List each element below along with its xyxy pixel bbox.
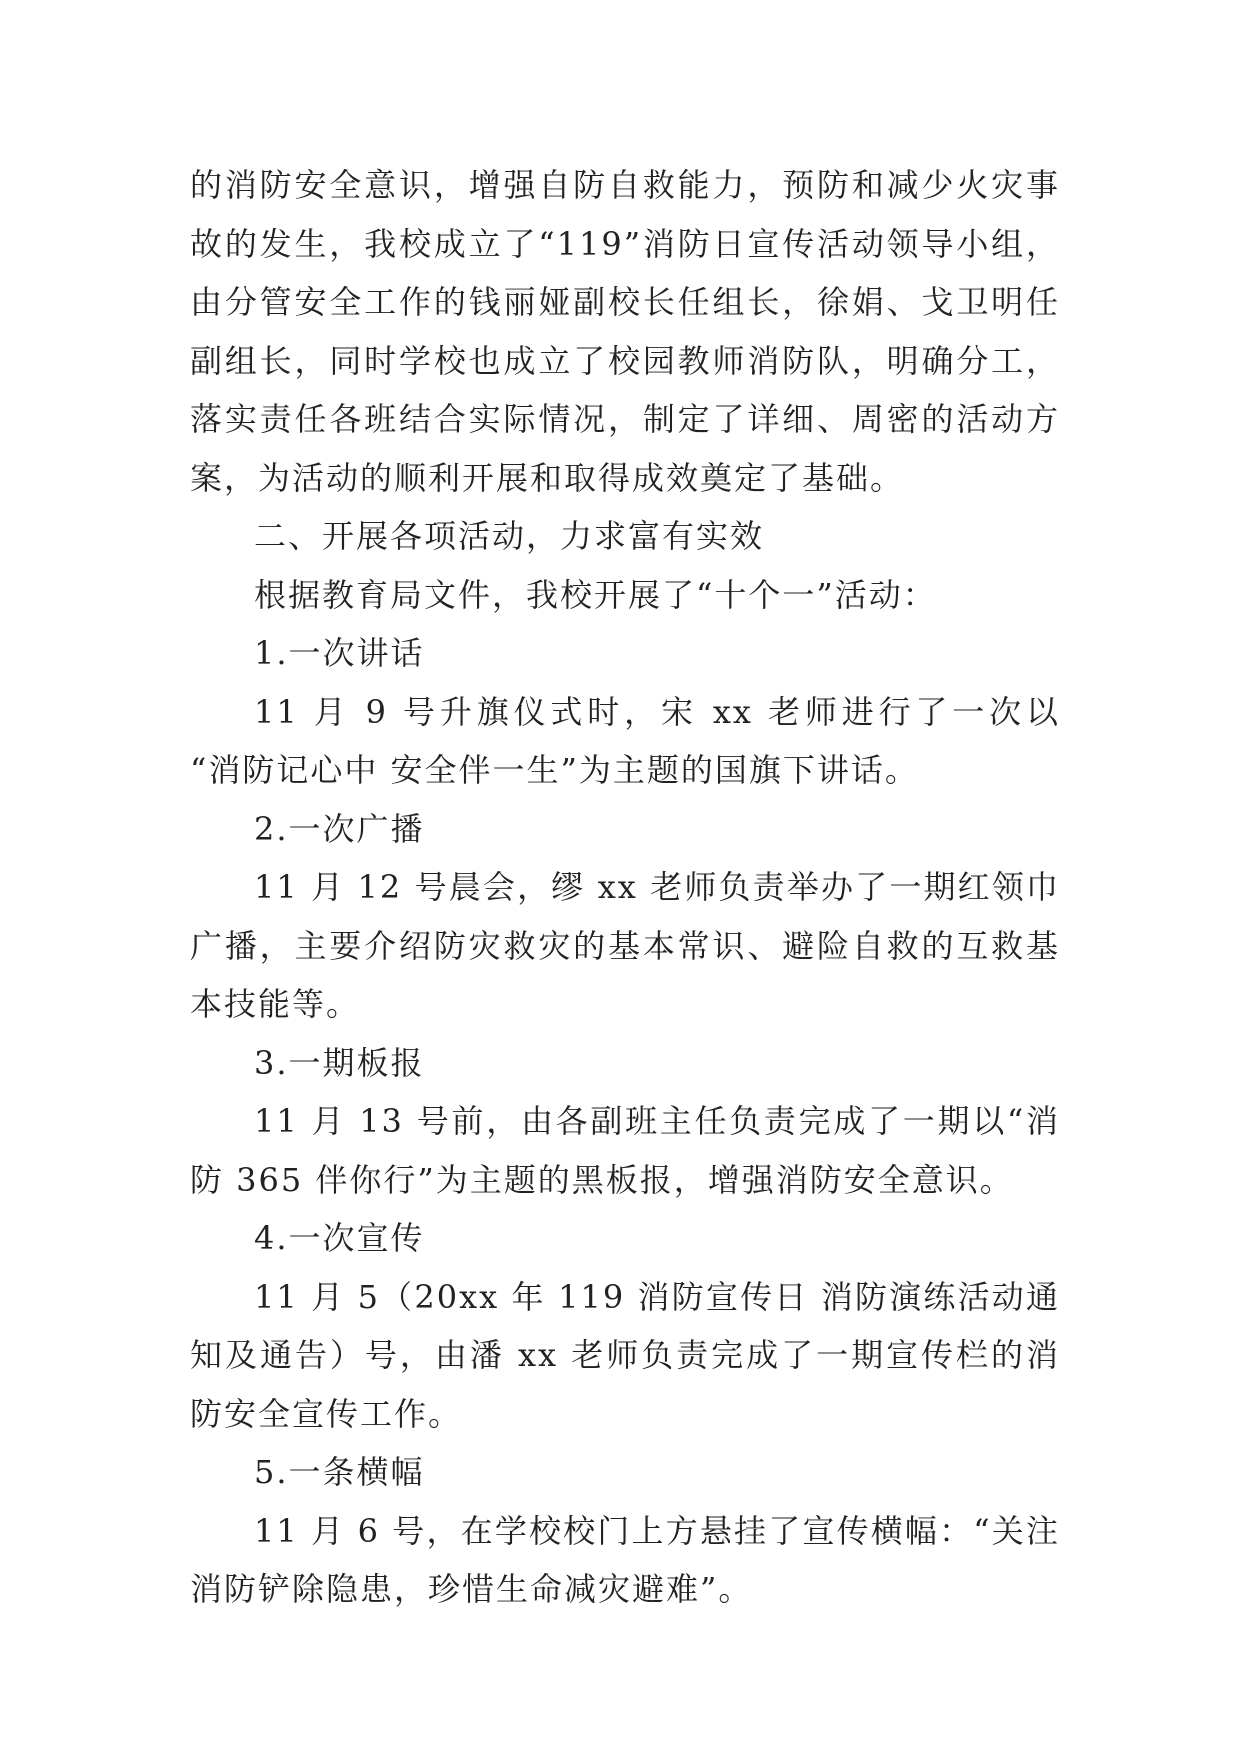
- paragraph-publicity: 11 月 5（20xx 年 119 消防宣传日 消防演练活动通知及通告）号，由潘 xx 老师负责完成了一期宣传栏的消防安全宣传工作。: [190, 1277, 1060, 1433]
- item-heading-broadcast: 2.一次广播: [254, 809, 425, 848]
- item-heading-blackboard: 3.一期板报: [254, 1043, 425, 1082]
- item-heading-banner: 5.一条横幅: [254, 1453, 425, 1491]
- paragraph-intro-continued: 的消防安全意识，增强自防自救能力，预防和减少火灾事故的发生，我校成立了“119”消防日宣传活动领导小组，由分管安全工作的钱丽娅副校长任组长，徐娟、戈卫明任副组长，同时学校也成立了校园教师消防队，明确分工，落实责任各班结合实际情况，制定了详细、周密的活动方案，为活动的顺利开展和取得成效奠定了基础。: [190, 166, 1060, 497]
- item-heading-publicity: 4.一次宣传: [254, 1219, 425, 1257]
- paragraph-activities-intro: 根据教育局文件，我校开展了“十个一”活动：: [254, 575, 937, 614]
- item-heading-speech: 1.一次讲话: [254, 634, 425, 672]
- paragraph-speech: 11 月 9 号升旗仪式时，宋 xx 老师进行了一次以 “消防记心中 安全伴一生”为主题的国旗下讲话。: [190, 692, 1060, 789]
- section-heading-activities: 二、开展各项活动，力求富有实效: [254, 517, 765, 555]
- paragraph-blackboard: 11 月 13 号前，由各副班主任负责完成了一期以“消防 365 伴你行”为主题的黑板报，增强消防安全意识。: [190, 1102, 1060, 1199]
- paragraph-broadcast: 11 月 12 号晨会，缪 xx 老师负责举办了一期红领巾广播，主要介绍防灾救灾的基本常识、避险自救的互救基本技能等。: [190, 868, 1060, 1023]
- document-body: [190, 156, 1060, 1619]
- paragraph-banner: 11 月 6 号，在学校校门上方悬挂了宣传横幅：“关注消防铲除隐患，珍惜生命减灾避难”。: [190, 1511, 1060, 1608]
